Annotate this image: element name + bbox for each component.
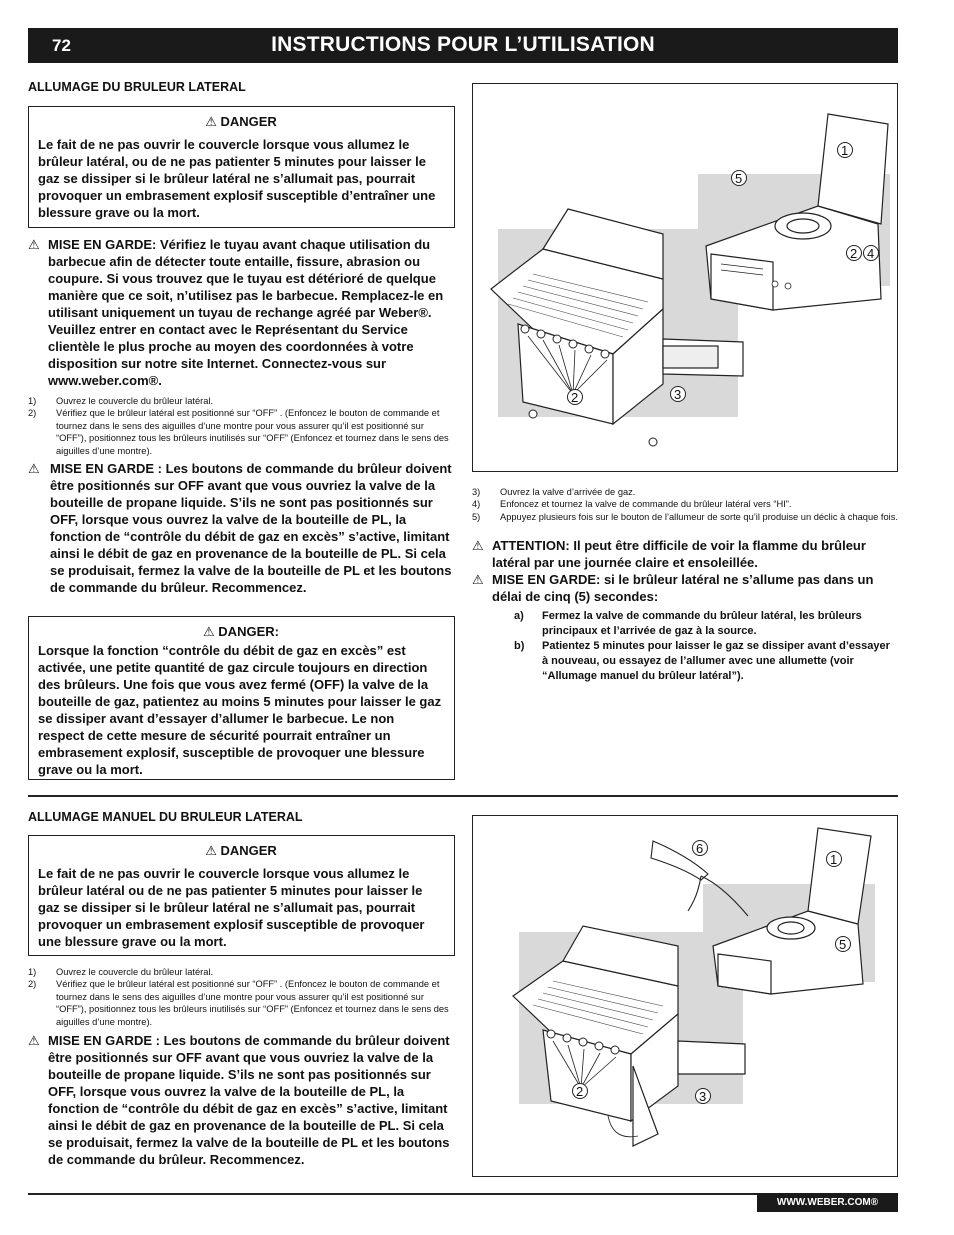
svg-text:2: 2	[850, 246, 858, 261]
svg-text:1: 1	[830, 852, 838, 867]
warning-knobs: ⚠ MISE EN GARDE : Les boutons de commande du brûleur doivent être positionnés sur OFF avant que vous ouvriez la valve de la bouteille de propane liquide. S’ils ne sont pas positionnés sur OFF, lorsque vous ouvrez la valve de la bouteille de PL, la fonction de “contrôle du débit de gaz en excès” s’active, limitant ainsi le débit de gaz en provenance de la bouteille de PL. Si cela se produisait, fermez la valve de la bouteille de PL et les boutons de commande du brûleur. Recommencez.	[28, 461, 452, 595]
callout-1	[838, 143, 853, 159]
callout-6	[693, 841, 708, 857]
page-header	[28, 28, 898, 63]
warning-icon: ⚠	[472, 538, 484, 553]
grill-illustration	[473, 84, 898, 472]
warning-icon: ⚠	[205, 114, 217, 129]
steps-list-right	[472, 486, 898, 523]
danger-heading: ⚠ DANGER:	[203, 624, 279, 639]
danger-text: Lorsque la fonction “contrôle du débit de gaz en excès” est activée, une petite quantité de gaz circule toujours en direction des brûleurs. Une fois que vous avez fermé (OFF) la valve de la bouteille de gaz, patientez au moins 5 minutes pour laisser le gaz se dissiper avant d’essayer d’allumer le barbecue. Le non respect de cette mesure de sécurité pourrait entraîner un embrasement explosif, susceptible de provoquer une blessure grave ou la mort.	[38, 643, 442, 777]
list-item: 2) Vérifiez que le brûleur latéral est positionné sur “OFF” . (Enfoncez le bouton de commande et tournez dans le sens des aiguilles d’une montre pour vous assurer qu’il est positionné sur “OFF”), positionnez tous les brûleurs inutilisés sur “OFF” (Enfoncez et tournez dans le sens des aiguilles d’une montre).	[28, 979, 449, 1027]
steps-list	[28, 395, 453, 457]
warning-icon: ⚠	[28, 1033, 40, 1048]
warning-icon: ⚠	[28, 461, 40, 476]
page-number: 72	[52, 36, 71, 55]
page-title: INSTRUCTIONS POUR L’UTILISATION	[271, 33, 655, 56]
warning-knobs-manual: ⚠ MISE EN GARDE : Les boutons de commande du brûleur doivent être positionnés sur OFF avant que vous ouvriez la valve de la bouteille de propane liquide. S’ils ne sont pas positionnés sur OFF, lorsque vous ouvrez la valve de la bouteille de PL, la fonction de “contrôle du débit de gaz en excès” s’active, limitant ainsi le débit de gaz en provenance de la bouteille de PL. Si cela se produisait, fermez la valve de la bouteille de PL et les boutons de commande du brûleur. Recommencez.	[28, 1033, 450, 1167]
callout-3	[671, 387, 686, 403]
warning-icon: ⚠	[28, 237, 40, 252]
svg-text:2: 2	[576, 1084, 584, 1099]
list-item: 3) Ouvrez la valve d’arrivée de gaz.	[472, 487, 636, 497]
danger-text: Le fait de ne pas ouvrir le couvercle lorsque vous allumez le brûleur latéral, ou de ne pas patienter 5 minutes pour laisser le gaz se dissiper si le brûleur latéral ne s’allumait pas, pourrait provoquer un embrasement explosif susceptible d’entraîner une blessure grave ou la mort.	[38, 137, 436, 220]
callout-2	[573, 1084, 588, 1100]
manual-lighting-figure	[472, 815, 898, 1177]
svg-text:3: 3	[699, 1089, 707, 1104]
side-burner-figure	[472, 83, 898, 472]
svg-text:1: 1	[841, 143, 849, 158]
danger-box-2	[28, 616, 455, 780]
warning-icon: ⚠	[472, 572, 484, 587]
callout-2	[568, 390, 583, 406]
attention-note: ⚠ ATTENTION: Il peut être difficile de voir la flamme du brûleur latéral par une journée claire et ensoleillée.	[472, 538, 866, 570]
danger-box	[28, 106, 455, 228]
section-title: ALLUMAGE DU BRULEUR LATERAL	[28, 80, 246, 94]
svg-text:5: 5	[735, 171, 743, 186]
grill-match-illustration	[473, 816, 898, 1177]
list-item: 1) Ouvrez le couvercle du brûleur latéral.	[28, 396, 214, 406]
svg-text:5: 5	[839, 937, 847, 952]
footer-rule	[28, 1193, 757, 1195]
list-item: 2) Vérifiez que le brûleur latéral est positionné sur “OFF” . (Enfoncez le bouton de commande et tournez dans le sens des aiguilles d’une montre pour vous assurer qu’il est positionné sur “OFF”), positionnez tous les brûleurs inutilisés sur “OFF” (Enfoncez et tournez dans le sens des aiguilles d’une montre).	[28, 408, 449, 456]
warning-icon: ⚠	[205, 843, 217, 858]
list-item: a) Fermez la valve de commande du brûleur latéral, les brûleurs principaux et l’arrivée de gaz à la source.	[514, 610, 862, 637]
callout-1	[827, 852, 842, 868]
danger-heading: ⚠ DANGER	[205, 843, 277, 858]
danger-text: Le fait de ne pas ouvrir le couvercle lorsque vous allumez le brûleur latéral ou de ne pas patienter 5 minutes pour laisser le gaz se dissiper si le brûleur latéral ne s’allumait pas, pourrait provoquer un embrasement explosif susceptible de provoquer une blessure grave ou la mort.	[38, 866, 425, 949]
section-divider	[28, 795, 898, 797]
warning-hose: ⚠ MISE EN GARDE: Vérifiez le tuyau avant chaque utilisation du barbecue afin de détecter toute entaille, fissure, abrasion ou coupure. Si vous trouvez que le tuyau est détérioré de quelque manière que ce soit, n’utilisez pas le barbecue. Remplacez-le en utilisant uniquement un tuyau de rechange agréé par Weber®. Veuillez entrer en contact avec le Représentant du Service clientèle le plus proche au moyen des coordonnées à votre disposition sur notre site Internet. Connectez-vous sur www.weber.com®.	[28, 237, 444, 388]
svg-text:2: 2	[571, 390, 579, 405]
callout-5	[836, 937, 851, 953]
list-item: b) Patientez 5 minutes pour laisser le gaz se dissiper avant d’essayer à nouveau, ou essayez de l’allumer avec une allumette (voir “Allumage manuel du brûleur latéral”).	[514, 640, 890, 682]
danger-box-manual	[28, 835, 455, 956]
svg-text:3: 3	[674, 387, 682, 402]
danger-heading: ⚠ DANGER	[205, 114, 277, 129]
list-item: 4) Enfoncez et tournez la valve de commande du brûleur latéral vers “HI”.	[472, 499, 792, 510]
svg-text:4: 4	[867, 246, 875, 261]
warning-icon: ⚠	[203, 624, 215, 639]
steps-list-manual	[28, 966, 453, 1028]
list-item: 1) Ouvrez le couvercle du brûleur latéral.	[28, 967, 214, 977]
callout-5	[732, 171, 747, 187]
footer-url[interactable]: WWW.WEBER.COM®	[757, 1193, 898, 1212]
callout-3	[696, 1089, 711, 1105]
section-title-manual: ALLUMAGE MANUEL DU BRULEUR LATERAL	[28, 810, 303, 824]
list-item: 5) Appuyez plusieurs fois sur le bouton de l’allumeur de sorte qu’il produise un déclic à chaque fois.	[472, 511, 898, 522]
substeps-list	[514, 609, 894, 684]
warning-no-ignite: ⚠ MISE EN GARDE: si le brûleur latéral ne s’allume pas dans un délai de cinq (5) secondes:	[472, 572, 874, 604]
svg-text:6: 6	[696, 841, 704, 856]
